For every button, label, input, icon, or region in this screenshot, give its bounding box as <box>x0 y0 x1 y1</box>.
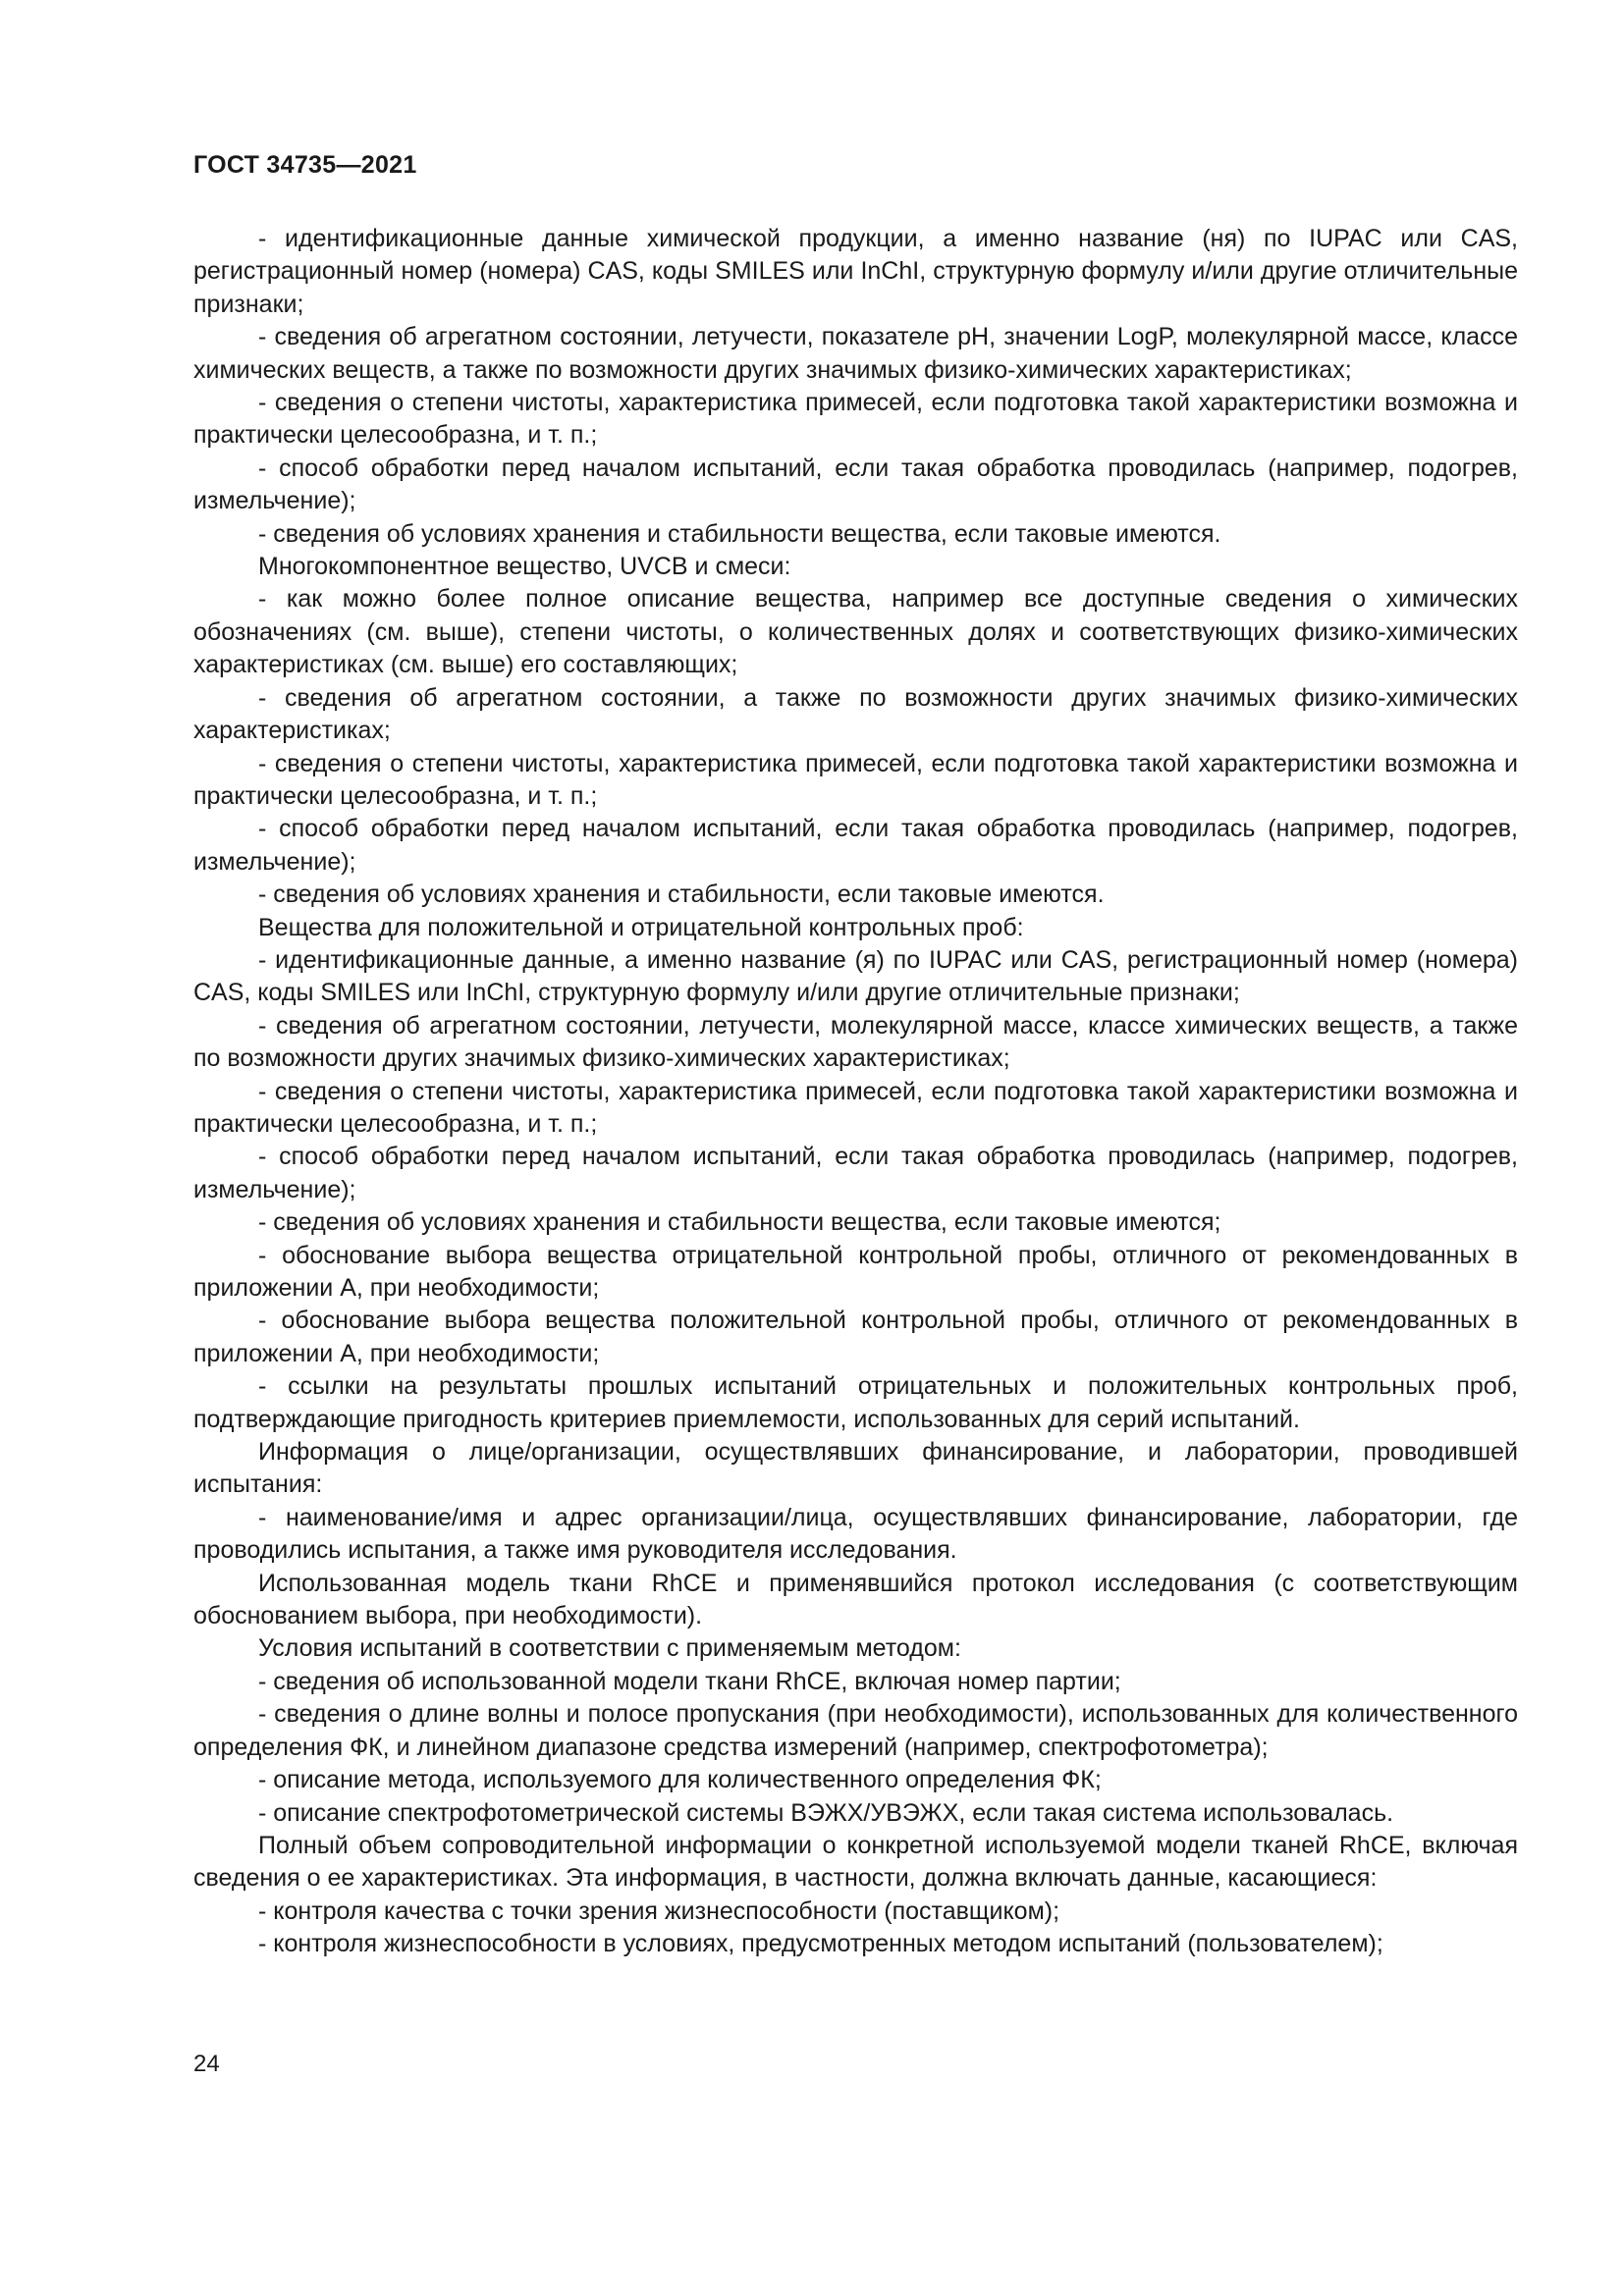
section-heading: Информация о лице/организации, осуществлявших финансирование, и лаборатории, проводившей испытания: <box>193 1438 1518 1499</box>
page-number: 24 <box>193 2051 220 2077</box>
paragraph: - сведения об условиях хранения и стабильности, если таковые имеются. <box>258 881 1105 909</box>
paragraph: - сведения о степени чистоты, характеристика примесей, если подготовка такой характеристики возможна и практически целесообразна, и т. п.; <box>193 389 1518 450</box>
paragraph: - способ обработки перед началом испытаний, если такая обработка проводилась (например, подогрев, измельчение); <box>193 815 1518 876</box>
section-heading: Полный объем сопроводительной информации о конкретной используемой модели тканей RhCE, включая сведения о ее характеристиках. Эта информация, в частности, должна включать данные, касающиеся: <box>193 1831 1518 1893</box>
paragraph: - сведения о степени чистоты, характеристика примесей, если подготовка такой характеристики возможна и практически целесообразна, и т. п.; <box>193 749 1518 810</box>
document-header: ГОСТ 34735—2021 <box>193 151 417 179</box>
paragraph: - сведения об агрегатном состоянии, а также по возможности других значимых физико-химических характеристиках; <box>193 683 1518 745</box>
section-heading: Использованная модель ткани RhCE и применявшийся протокол исследования (с соответствующим обоснованием выбора, при необходимости). <box>193 1569 1518 1630</box>
paragraph: - сведения об использованной модели ткани RhCE, включая номер партии; <box>258 1667 1121 1695</box>
paragraph: - наименование/имя и адрес организации/лица, осуществлявших финансирование, лаборатории, где проводились испытания, а также имя руководителя исследования. <box>193 1503 1518 1565</box>
paragraph: - контроля жизнеспособности в условиях, предусмотренных методом испытаний (пользователем); <box>258 1930 1383 1958</box>
paragraph: - способ обработки перед началом испытаний, если такая обработка проводилась (например, подогрев, измельчение); <box>193 1143 1518 1203</box>
paragraph: - сведения об агрегатном состоянии, летучести, показателе pH, значении LogP, молекулярной массе, классе химических веществ, а также по возможности других значимых физико-химических характеристиках; <box>193 323 1518 384</box>
document-body <box>193 223 1518 1961</box>
paragraph: - обоснование выбора вещества отрицательной контрольной пробы, отличного от рекомендованных в приложении А, при необходимости; <box>193 1241 1518 1302</box>
paragraph: - сведения об условиях хранения и стабильности вещества, если таковые имеются. <box>258 519 1221 548</box>
paragraph: - обоснование выбора вещества положительной контрольной пробы, отличного от рекомендованных в приложении А, при необходимости; <box>193 1307 1518 1367</box>
paragraph: - сведения о степени чистоты, характеристика примесей, если подготовка такой характеристики возможна и практически целесообразна, и т. п.; <box>193 1077 1518 1138</box>
paragraph: - как можно более полное описание вещества, например все доступные сведения о химических обозначениях (см. выше), степени чистоты, о количественных долях и соответствующих физико-химических характеристиках (см. выше) его составляющих; <box>193 585 1518 679</box>
section-heading: Многокомпонентное вещество, UVCB и смеси: <box>258 553 791 581</box>
paragraph: - описание метода, используемого для количественного определения ФК; <box>258 1766 1102 1794</box>
paragraph: - контроля качества с точки зрения жизнеспособности (поставщиком); <box>258 1896 1060 1925</box>
paragraph: - идентификационные данные, а именно название (я) по IUPAC или CAS, регистрационный номер (номера) CAS, коды SMILES или InChI, структурную формулу и/или другие отличительные признаки; <box>193 945 1518 1007</box>
paragraph: - сведения об условиях хранения и стабильности вещества, если таковые имеются; <box>258 1208 1221 1237</box>
paragraph: - идентификационные данные химической продукции, а именно название (ня) по IUPAC или CAS, регистрационный номер (номера) CAS, коды SMILES или InChI, структурную формулу и/или другие отличительные признаки; <box>193 225 1518 318</box>
paragraph: - способ обработки перед началом испытаний, если такая обработка проводилась (например, подогрев, измельчение); <box>193 454 1518 515</box>
paragraph: - описание спектрофотометрической системы ВЭЖХ/УВЭЖХ, если такая система использовалась. <box>258 1798 1394 1827</box>
paragraph: - ссылки на результаты прошлых испытаний отрицательных и положительных контрольных проб, подтверждающие пригодность критериев приемлемости, использованных для серий испытаний. <box>193 1372 1518 1433</box>
section-heading: Вещества для положительной и отрицательной контрольных проб: <box>258 913 1024 941</box>
section-heading: Условия испытаний в соответствии с применяемым методом: <box>258 1634 961 1663</box>
paragraph: - сведения об агрегатном состоянии, летучести, молекулярной массе, классе химических веществ, а также по возможности других значимых физико-химических характеристиках; <box>193 1011 1518 1073</box>
paragraph: - сведения о длине волны и полосе пропускания (при необходимости), использованных для количественного определения ФК, и линейном диапазоне средства измерений (например, спектрофотометра); <box>193 1700 1518 1761</box>
